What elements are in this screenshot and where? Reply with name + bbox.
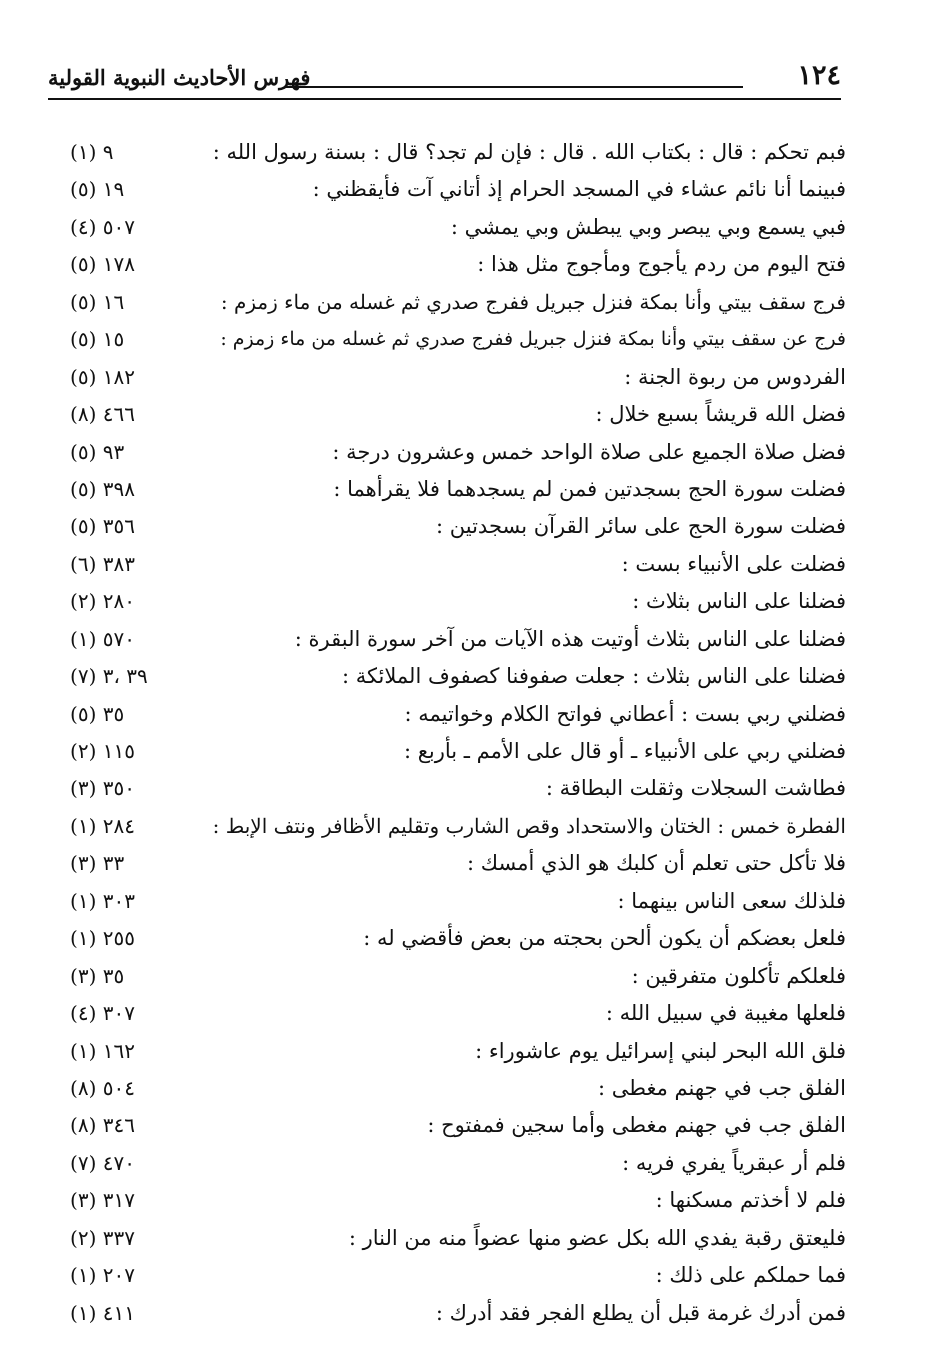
index-entry bbox=[70, 322, 846, 359]
entry-text: الفلق جب في جهنم مغطى : bbox=[597, 1075, 846, 1100]
entry-reference: ٣٠٣ (١) bbox=[70, 888, 135, 913]
index-entry bbox=[70, 734, 846, 771]
entry-reference: ٣٤٦ (٨) bbox=[70, 1113, 135, 1138]
entry-reference: ٤٧٠ (٧) bbox=[70, 1150, 135, 1175]
entry-reference: ١٩ (٥) bbox=[70, 177, 125, 202]
entry-reference: ٤٦٦ (٨) bbox=[70, 402, 135, 427]
entry-reference: ٩٣ (٥) bbox=[70, 439, 125, 464]
entry-text: فبم تحكم : قال : بكتاب الله . قال : فإن لم تجد؟ قال : بسنة رسول الله : bbox=[212, 140, 846, 164]
entry-text: فضلت سورة الحج بسجدتين فمن لم يسجدهما فلا يقرأهما : bbox=[333, 476, 846, 501]
index-entry bbox=[70, 771, 846, 808]
index-entry bbox=[70, 172, 846, 209]
entry-text: فلعلها مغيبة في سبيل الله : bbox=[605, 1001, 846, 1026]
entry-reference: ٣٣٧ (٢) bbox=[70, 1225, 135, 1250]
index-entry bbox=[70, 697, 846, 734]
entry-text: فلم أر عبقرياً يفري فريه : bbox=[622, 1150, 846, 1175]
entry-text: الفلق جب في جهنم مغطى وأما سجين فمفتوح : bbox=[427, 1113, 846, 1138]
index-entry bbox=[70, 584, 846, 621]
entry-reference: ٢٠٧ (١) bbox=[70, 1263, 135, 1288]
entry-text: فليعتق رقبة يفدي الله بكل عضو منها عضواً منه من النار : bbox=[348, 1225, 846, 1250]
index-entry bbox=[70, 509, 846, 546]
entry-text: فمن أدرك غرمة قبل أن يطلع الفجر فقد أدرك : bbox=[435, 1300, 846, 1325]
entry-text: الفردوس من ربوة الجنة : bbox=[624, 364, 846, 389]
entry-text: فضلت سورة الحج على سائر القرآن بسجدتين : bbox=[436, 514, 846, 539]
entry-text: فرج عن سقف بيتي وأنا بمكة فنزل جبريل ففرج صدري ثم غسله من ماء زمزم : bbox=[220, 328, 846, 351]
entry-text: فما حملكم على ذلك : bbox=[655, 1263, 846, 1288]
running-title: فهرس الأحاديث النبوية القولية bbox=[48, 65, 311, 90]
entry-text: فلعل بعضكم أن يكون ألحن بحجته من بعض فأقضي له : bbox=[363, 926, 846, 951]
entry-reference: ٥٠٧ (٤) bbox=[70, 214, 135, 239]
entry-reference: ٢٥٥ (١) bbox=[70, 926, 135, 951]
index-entry bbox=[70, 285, 846, 322]
index-entry bbox=[70, 397, 846, 434]
entry-reference: ١٧٨ (٥) bbox=[70, 252, 135, 277]
entry-text: فلا تأكل حتى تعلم أن كلبك هو الذي أمسك : bbox=[467, 851, 846, 876]
entry-text: فضلني ربي بست : أعطاني فواتح الكلام وخواتيمه : bbox=[404, 701, 846, 726]
entry-reference: ٣٥٦ (٥) bbox=[70, 514, 135, 539]
entry-text: فرج سقف بيتي وأنا بمكة فنزل جبريل ففرج صدري ثم غسله من ماء زمزم : bbox=[220, 289, 846, 314]
entry-reference: ١٦ (٥) bbox=[70, 289, 125, 314]
entry-reference: ٢٨٠ (٢) bbox=[70, 589, 135, 614]
index-entry bbox=[70, 809, 846, 846]
index-entry bbox=[70, 1071, 846, 1108]
entry-reference: ٤١١ (١) bbox=[70, 1300, 135, 1325]
entry-reference: ٣٥ (٥) bbox=[70, 701, 125, 726]
entry-reference: ١٨٢ (٥) bbox=[70, 364, 135, 389]
entry-text: فلذلك سعى الناس بينهما : bbox=[617, 888, 846, 913]
index-entry bbox=[70, 1146, 846, 1183]
entry-text: فتح اليوم من ردم يأجوج ومأجوج مثل هذا : bbox=[477, 252, 846, 277]
index-entry bbox=[70, 135, 846, 172]
index-entry bbox=[70, 547, 846, 584]
index-entry bbox=[70, 1034, 846, 1071]
index-entry bbox=[70, 472, 846, 509]
entry-reference: ٣٥٠ (٣) bbox=[70, 776, 135, 801]
page-header bbox=[48, 58, 841, 98]
index-entry bbox=[70, 1183, 846, 1220]
hadith-index-list bbox=[70, 135, 846, 1333]
index-entry bbox=[70, 360, 846, 397]
entry-reference: ٣٩٨ (٥) bbox=[70, 476, 135, 501]
entry-reference: ٣٥ (٣) bbox=[70, 963, 125, 988]
index-entry bbox=[70, 1108, 846, 1145]
entry-reference: ٣٩ ،٣ (٧) bbox=[70, 664, 148, 689]
entry-text: فضلنا على الناس بثلاث أوتيت هذه الآيات من آخر سورة البقرة : bbox=[294, 626, 846, 651]
index-entry bbox=[70, 921, 846, 958]
entry-text: فلعلكم تأكلون متفرقين : bbox=[631, 963, 846, 988]
entry-reference: ٣١٧ (٣) bbox=[70, 1188, 135, 1213]
page-number: ١٢٤ bbox=[797, 60, 841, 91]
index-entry bbox=[70, 659, 846, 696]
entry-text: فضلني ربي على الأنبياء ـ أو قال على الأمم ـ بأربع : bbox=[403, 739, 846, 763]
entry-reference: ٢٨٤ (١) bbox=[70, 813, 135, 838]
entry-text: فبينما أنا نائم عشاء في المسجد الحرام إذ أتاني آت فأيقظني : bbox=[312, 177, 846, 202]
index-entry bbox=[70, 1296, 846, 1333]
index-entry bbox=[70, 247, 846, 284]
entry-reference: ١٦٢ (١) bbox=[70, 1038, 135, 1063]
index-entry bbox=[70, 435, 846, 472]
index-entry bbox=[70, 210, 846, 247]
index-entry bbox=[70, 959, 846, 996]
entry-text: فلم لا أخذتم مسكنها : bbox=[655, 1188, 846, 1213]
entry-text: فضل صلاة الجميع على صلاة الواحد خمس وعشرون درجة : bbox=[332, 439, 846, 464]
entry-reference: ١١٥ (٢) bbox=[70, 739, 135, 763]
index-entry bbox=[70, 884, 846, 921]
entry-reference: ٩ (١) bbox=[70, 140, 114, 164]
entry-text: الفطرة خمس : الختان والاستحداد وقص الشارب وتقليم الأظافر ونتف الإبط : bbox=[212, 813, 846, 838]
entry-text: فضل الله قريشاً بسبع خلال : bbox=[595, 402, 846, 427]
header-rule bbox=[48, 98, 841, 100]
entry-reference: ٣٣ (٣) bbox=[70, 851, 125, 876]
index-entry bbox=[70, 1221, 846, 1258]
entry-text: فضلت على الأنبياء بست : bbox=[621, 551, 846, 576]
index-entry bbox=[70, 996, 846, 1033]
entry-reference: ٥٧٠ (١) bbox=[70, 626, 135, 651]
entry-text: فطاشت السجلات وثقلت البطاقة : bbox=[545, 776, 846, 801]
entry-reference: ٣٠٧ (٤) bbox=[70, 1001, 135, 1026]
index-entry bbox=[70, 1258, 846, 1295]
header-dash-line bbox=[286, 86, 743, 88]
entry-text: فبي يسمع وبي يبصر وبي يبطش وبي يمشي : bbox=[450, 214, 846, 239]
entry-reference: ٣٨٣ (٦) bbox=[70, 551, 135, 576]
entry-text: فضلنا على الناس بثلاث : bbox=[632, 589, 846, 614]
index-entry bbox=[70, 846, 846, 883]
index-entry bbox=[70, 622, 846, 659]
entry-text: فلق الله البحر لبني إسرائيل يوم عاشوراء : bbox=[475, 1038, 846, 1063]
entry-text: فضلنا على الناس بثلاث : جعلت صفوفنا كصفوف الملائكة : bbox=[341, 664, 846, 689]
entry-reference: ٥٠٤ (٨) bbox=[70, 1075, 135, 1100]
entry-reference: ١٥ (٥) bbox=[70, 327, 125, 352]
